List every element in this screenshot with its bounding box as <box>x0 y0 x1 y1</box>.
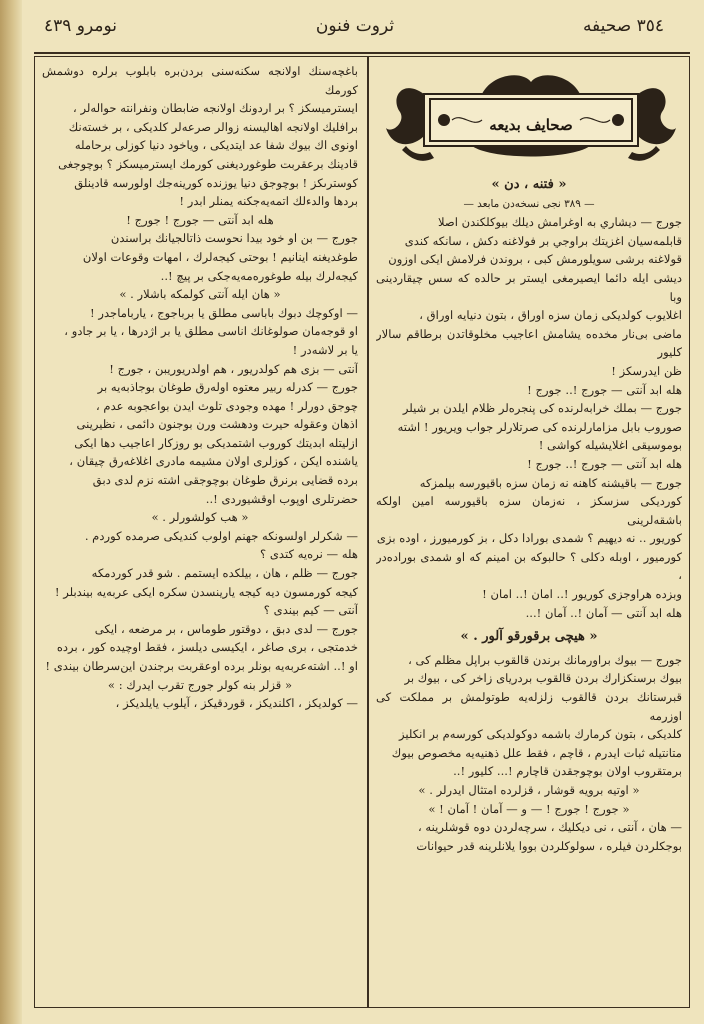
text-line: — هان ، آنتى ، نى ديكليك ، سرچه‌لردن دوه قوشلرينه ، <box>417 820 682 835</box>
text-line: ظن ايدرسكز ! <box>611 363 682 378</box>
text-line: — شكرلر اولسونكه جهنم اولوب كنديكى صرمده كوردم . <box>84 528 358 543</box>
text-line: طوغديغنه اينانيم ! بوحتى كيجه‌لرك ، امهات وقوعات اولان <box>82 249 358 264</box>
text-line: يا بر لاشه‌در ! <box>292 342 358 357</box>
text-line: بردها والدءلك اتمه‌يه‌جكنه يمنلر ابدر ! <box>179 194 358 209</box>
text-line: « هيچى برقورقو آلور . » <box>460 629 598 645</box>
issue-number: نومرو ٤٣٩ <box>44 16 118 36</box>
text-line: كيجه‌لرك بيله طوغوره‌مه‌يه‌جكى بر پيچ !.. <box>160 268 358 283</box>
text-line: ازليتله ابديتك كوروب اشتمديكى بو روزكار اعاجيب دها ايكى <box>74 435 358 450</box>
text-line: ديشى ايله دائما ايصيرمغى ايستر بر حالده كه سس چيقاردينى وبا <box>376 270 682 304</box>
text-line: — ٣٨٩ نجى نسخه‌دن مابعد — <box>463 197 595 210</box>
text-line: خدمتجى ، برى صاغر ، ايكيسى ديلسز ، فقط اوچيده كور ، برده <box>56 640 358 655</box>
text-line: « اوتيه برويه قوشار ، قزلرده امتثال ايدرلر . » <box>418 783 640 797</box>
text-line: قابلمه‌سيان اغزيتك براوجي بر فولاغنه دكش ، سانكه كندى <box>404 233 682 248</box>
text-line: « هان ايله آنتى كولمكه باشلار . » <box>119 287 281 302</box>
text-line: ياشنده ايكن ، كوزلرى اولان مشيمه مادرى اغلاغه‌رق چيقان ، <box>69 454 358 469</box>
text-line: جورج — لدى دبق ، دوقتور طوماس ، بر مرضعه ، ايكى <box>94 621 358 636</box>
text-line: ماضى بى‌نار مخده‌ه يشامش اعاجيب مخلوقاتدن برطاقم سالار كليور <box>376 326 682 360</box>
text-line: « فتنه ، دن » <box>491 177 567 192</box>
text-line: « قزلر بنه كولر جورج تقرب ايدرك : » <box>107 677 293 692</box>
text-line: او !.. اشته‌عربه‌يه بونلر برده اوعقربت برجندن اين‌سرطان بيندى ! <box>45 659 358 673</box>
text-line: جورج — بملك خرابه‌لرنده كى پنجره‌لر ظلام ايلدن بر شيلر <box>402 401 682 416</box>
text-line: كورميور ، اوبله دكلى ؟ حالبوكه بن امينم كه او شمدى بوراده‌در ، <box>376 549 682 583</box>
text-line: ايسترميسكز ؟ بر اردونك اولانجه ضابطان ونفرانته حوالەلر ، <box>73 101 358 116</box>
text-line: — اوكوچك دبوك باباسى مطلق يا بربا‌جوج ، يارباماجدر ! <box>90 305 358 320</box>
text-line: بوموسيقى اغلايشيله كواشى ! <box>538 438 682 453</box>
text-line: كورديكى سزسكز ، نه‌زمان سزه باقيورسه امين اولكه باشقه‌لرينى <box>376 494 682 527</box>
text-line: بوجكلردن فيلره ، سولوكلردن بووا يلانلرينه قدر حيوانات <box>416 838 682 853</box>
text-line: هله ابد آنتى — آمان !.. آمان !... <box>525 605 682 620</box>
text-line: « هب كولشورلر . » <box>151 510 249 525</box>
text-line: صوروب بابل مزامارلرنده كى صرتلارلر جواب ويريور ! اشته <box>397 419 682 434</box>
text-line: قادينك برعقربت طوغورديغنى كورمك ايسترميسكز ؟ بوچوجغى <box>58 156 358 171</box>
text-line: برمتقروب اولان بوچوجقدن قاچارم !... كليور !.. <box>453 764 682 779</box>
text-line: برافليك اولانجه اهاليسنه زوالر صرعەلر كلديكى ، بر خسته‌نك <box>68 119 358 134</box>
text-line: جورج — ظلم ، هان ، بيلكده ايستمم . شو قدر كوردمكه <box>91 566 358 581</box>
text-line: جورج — باقيشنه كاهنه نه زمان سزه باقيورسه بيلمزكه <box>419 475 682 490</box>
page-gutter <box>0 0 22 1024</box>
text-line: جورج — ديشاري به اوغرامش ديلك بيوكلكندن اصلا <box>437 215 682 230</box>
text-line: كوسترىكز ! بوچوجق دنيا يوزنده كورينه‌جك اولورسه قادينلق <box>74 175 358 190</box>
text-line: قبرستانك بردن قالقوب زلزله‌يه طوتولمش بر مملكت كى اوزرمه <box>376 690 682 723</box>
text-line: كوريور .. نه ديهيم ؟ شمدى بورادا دكل ، بز كورميورز ، اوده بزى <box>376 531 682 546</box>
text-line: جورج — كدرله ربير معتوه اولەرق طوغان بوجاذبه‌يه بر <box>97 380 358 395</box>
text-line: قولاغنه برشى سويلورمش كبى ، بروندن فرلامش ايكى اوزون <box>388 252 682 267</box>
text-line: متانتيله ثبات ايدرم ، قاچم ، فقط علل ذهنيه‌يه مخصوص بيوك <box>391 745 682 760</box>
text-line: اونوى اك بيوك شفا عد ايتديكى ، وياخود دنيا كوزلى برحامله <box>74 138 358 153</box>
text-line: جورج — بيوك براورمانك برندن قالقوب براپل مظلم كى ، <box>408 652 682 667</box>
text-line: باغچه‌سنك اولانجه سكنه‌سنى بردن‌بره بابلوب برلره دوشمش كورمك <box>42 64 358 97</box>
text-line: بيوك برسنكزارك بردن قالقوب بردرياى زاخر كى ، بيوك بر <box>404 671 682 686</box>
text-line: « جورج ! جورج ! — و — آمان ! آمان ! » <box>428 801 630 816</box>
right-column <box>376 176 682 1002</box>
text-line: كلديكى ، بتون كرمارك باشمه دوكولديكى كورسه‌م بر انكليز <box>399 727 682 742</box>
section-title: صحايف بديعه <box>489 116 573 134</box>
text-line: كيجه كورمسون ديه كيجه يارينسدن سكره ايكى عربه‌يه بيندبلر ! <box>54 584 358 599</box>
text-line: حضرتلرى اوپوب اوقشيوردى !.. <box>205 491 358 506</box>
text-line: چوجق دورلر ! مهده وجودى تلوث ايدن بواعجوبه عدم ، <box>95 398 358 413</box>
text-line: او قوجه‌مان صولوغانك اناسى مطلق يا بر اژدرها ، يا بر جادو ، <box>64 324 358 339</box>
text-line: اغلايوب كولديكى زمان سزه اوراق ، بتون دنيايه اوراق ، <box>419 308 682 323</box>
text-line: — كولديكز ، اكلنديكز ، قوردقيكز ، آيلوب يايلديكز ، <box>115 696 358 711</box>
column-divider <box>367 56 369 1008</box>
text-line: آنتى — كيم بيندى ؟ <box>263 603 358 618</box>
text-line: هله ابد آنتى — جورج !.. جورج ! <box>527 382 682 397</box>
journal-title: ثروت فنون <box>315 16 395 36</box>
text-line: آنتى — بزى هم كولدريور ، هم اولدريوريبن ، جورج ! <box>109 361 358 376</box>
text-line: وبزده هراوجزى كوريور !.. امان !.. امان ! <box>482 587 682 602</box>
text-line: هله — نره‌يه كتدى ؟ <box>260 547 358 562</box>
header-rule <box>34 52 690 54</box>
page-number: ٣٥٤ صحيفه <box>582 16 664 36</box>
text-line: هله ابد آنتى — جورج !.. جورج ! <box>527 456 682 471</box>
text-line: جورج — بن او خود بيدا نحوست ذاتالجيانك براسندن <box>110 231 358 246</box>
text-line: برده قضايى برنرق طوغان بوچوجقى اشته نزم لدى دبق <box>92 473 358 488</box>
left-column <box>42 62 358 1002</box>
text-line: هله ابد آنتى — جورج ! جورج ! <box>126 212 274 227</box>
text-line: اذهان وعقوله حيرت ودهشت ورن بوجنون دائمى ، نظيرينى <box>76 417 358 432</box>
